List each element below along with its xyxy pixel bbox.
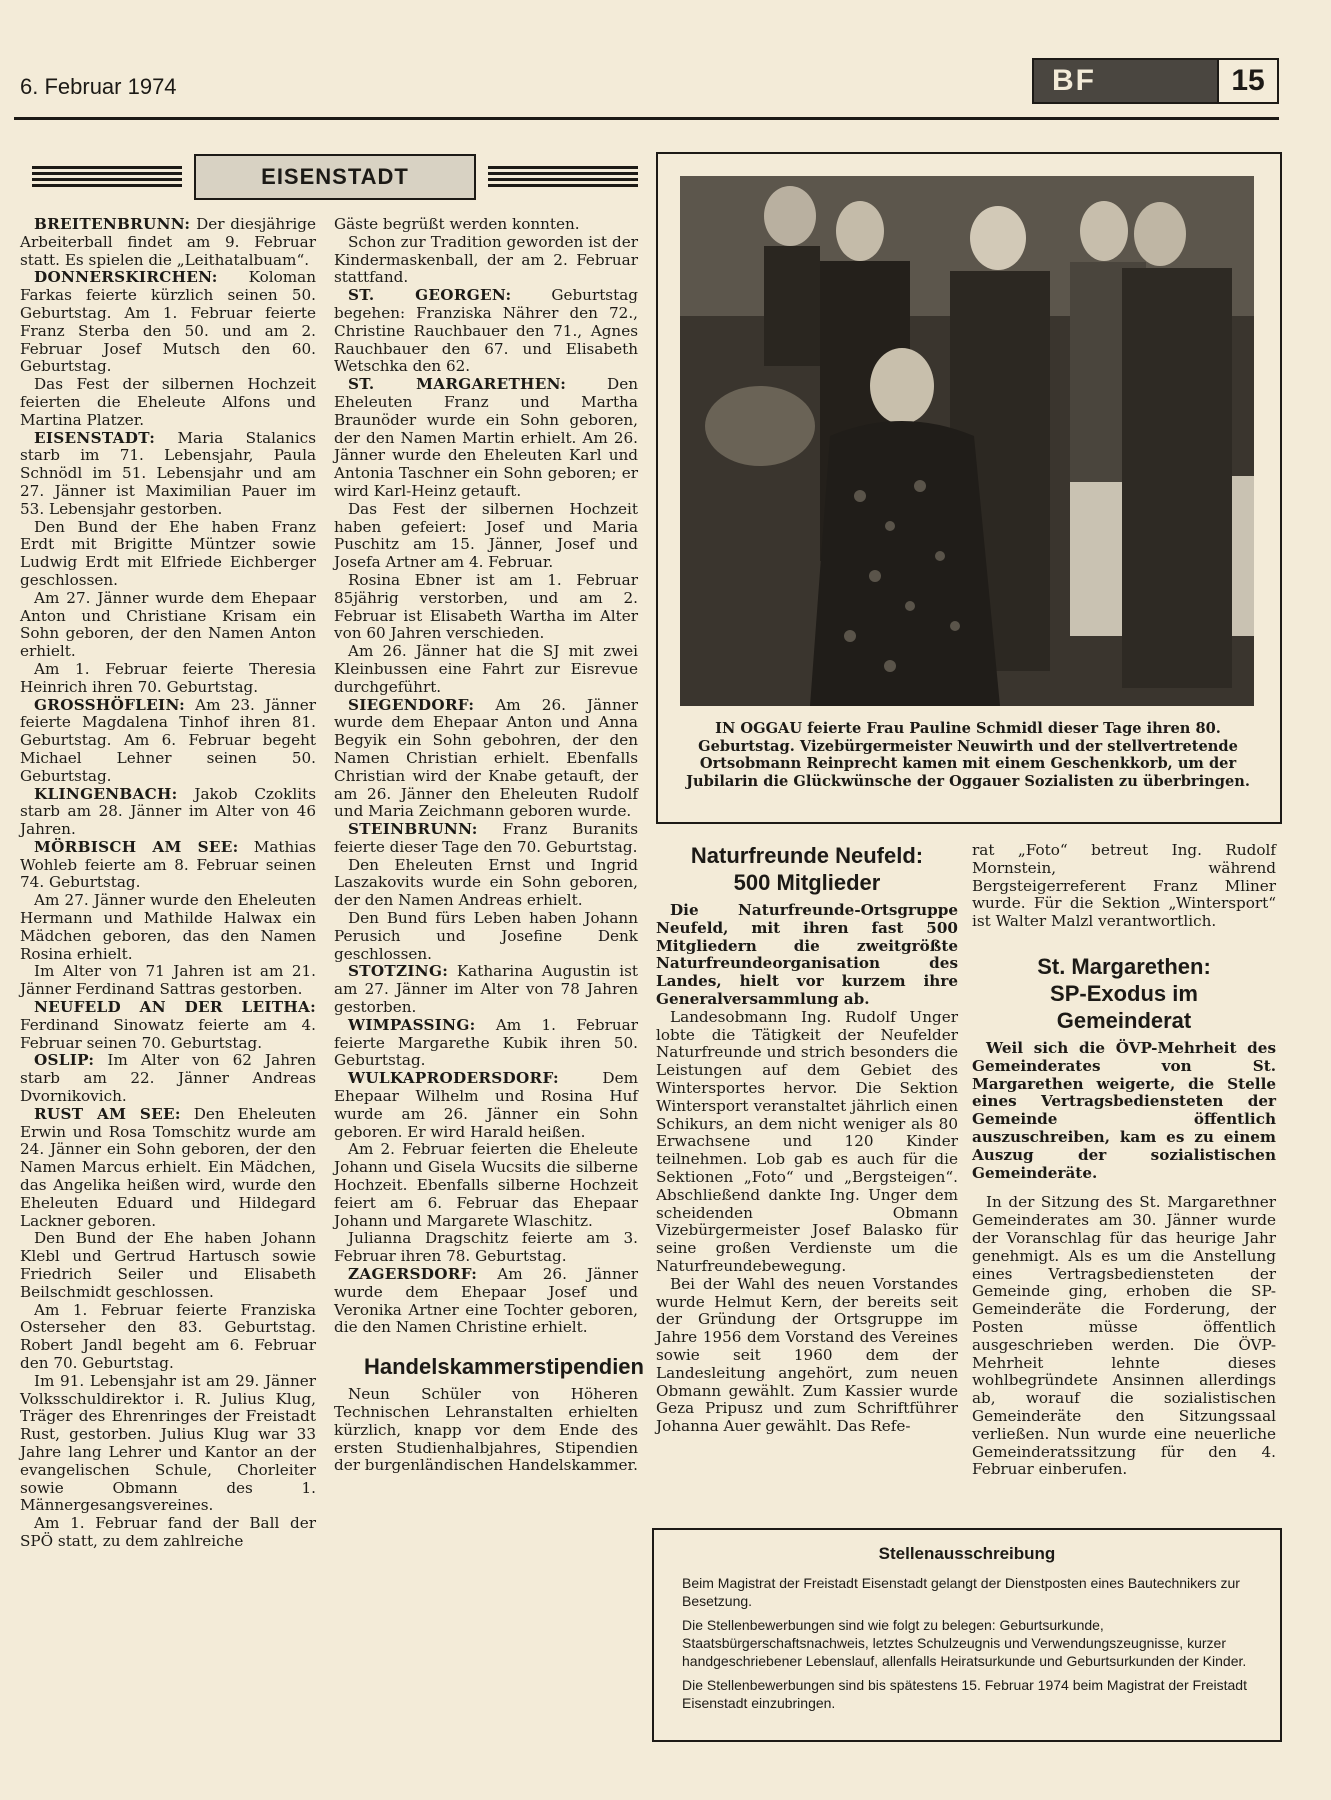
news-item xyxy=(334,697,638,822)
news-item xyxy=(334,572,638,643)
photo-caption: IN OGGAU feierte Frau Pauline Schmidl dieser Tage ihren 80. Geburtstag. Vizebürgermeister Neuwirth und der stellvertretende Ortsobmann Reinprecht kamen mit einem Geschenkkorb, um der Jubilarin die Glückwünsche der Oggauer Sozialisten zu überbringen. xyxy=(686,720,1250,790)
news-item xyxy=(334,1141,638,1230)
news-item xyxy=(20,430,316,519)
item-text: Der diesjährige Arbeiterball findet am 9. Februar statt. Es spielen die „Leithatalbuam“. xyxy=(20,215,316,269)
news-item xyxy=(334,376,638,501)
place-name: WULKAPRODERSDORF: xyxy=(348,1069,559,1088)
item-text: Am 1. Februar feierte Franziska Osterseher den 83. Geburtstag. Robert Jandl begeht am 6. Februar den 70. Geburtstag. xyxy=(20,1300,316,1372)
news-item xyxy=(334,643,638,696)
job-ad-p3: Die Stellenbewerbungen sind bis spätestens 15. Februar 1974 beim Magistrat der Freistadt Eisenstadt einzubringen. xyxy=(682,1677,1247,1711)
news-item xyxy=(20,1373,316,1515)
place-name: KLINGENBACH: xyxy=(34,784,178,803)
news-item xyxy=(334,234,638,287)
item-text: Am 26. Jänner wurde dem Ehepaar Josef und Veronika Artner eine Tochter geboren, die den Namen Christine erhielt. xyxy=(334,1265,638,1337)
naturfreunde-p1: Landesobmann Ing. Rudolf Unger lobte die Tätigkeit der Neufelder Naturfreunde und strich besonders die Leistungen auf dem Gebiet des Wintersportes hervor. Die Sektion Wintersport veranstaltet jährlich einen Schikurs, an dem nicht weniger als 80 Erwachsene und 120 Kinder teilnehmen. Lob gab es auch für die Sektionen „Foto“ und „Bergsteigen“. Abschließend dankte Ing. Unger dem scheidenden Obmann Vizebürgermeister Josef Balasko für seine großen Verdienste um die Naturfreundebewegung. xyxy=(656,1007,958,1275)
naturfreunde-headline-2: 500 Mitglieder xyxy=(733,870,881,895)
item-text: Am 2. Februar feierten die Eheleute Johann und Gisela Wucsits die silberne Hochzeit. Ebenfalls silberne Hochzeit feiert am 6. Februar das Ehepaar Johann und Margarete Wlaschitz. xyxy=(334,1140,638,1230)
news-item xyxy=(334,501,638,572)
item-text: Am 27. Jänner wurde den Eheleuten Hermann und Mathilde Halwax ein Mädchen geboren, das den Namen Rosina erhielt. xyxy=(20,891,316,963)
news-item xyxy=(334,216,638,234)
news-item xyxy=(334,963,638,1016)
item-text: Das Fest der silbernen Hochzeit feierten die Eheleute Alfons und Martina Platzer. xyxy=(20,375,316,429)
item-text: Im 91. Lebensjahr ist am 29. Jänner Volksschuldirektor i. R. Julius Klug, Träger des Ehrenringes der Freistadt Rust, gestorben. Julius Klug war 33 Jahre lang Lehrer und Kantor an der evangelischen Schule, Chorleiter sowie Obmann des 1. Männergesangsvereines. xyxy=(20,1371,316,1515)
item-text: Am 26. Jänner wurde dem Ehepaar Anton und Anna Begyik ein Sohn gebohren, der den Namen Christian erhielt. Ebenfalls Christian wird der Knabe getauft, der am 26. Jänner den Eheleuten Rudolf und Maria Zeichmann geboren wurde. xyxy=(334,695,638,821)
item-text: Den Eheleuten Erwin und Rosa Tomschitz wurde am 24. Jänner ein Sohn geboren, der den Namen Marcus erhielt. Ein Mädchen, das Angelika heißen wird, wurde den Eheleuten Eduard und Hildegard Lackner geboren. xyxy=(20,1104,316,1230)
place-name: GROSSHÖFLEIN: xyxy=(34,695,185,714)
place-name: STEINBRUNN: xyxy=(348,820,478,839)
news-item xyxy=(20,1230,316,1301)
news-item xyxy=(20,216,316,269)
item-text: Geburtstag begehen: Franziska Nährer den 72., Christine Rauchbauer den 71., Agnes Rauchbauer den 67. und Elisabeth Wetschka den 62. xyxy=(334,286,638,376)
column-2 xyxy=(334,215,644,1475)
job-ad-p1: Beim Magistrat der Freistadt Eisenstadt gelangt der Dienstposten eines Bautechnikers zur Besetzung. xyxy=(682,1575,1240,1609)
place-name: ST. GEORGEN: xyxy=(348,286,512,305)
news-item xyxy=(334,857,638,910)
place-name: ST. MARGARETHEN: xyxy=(348,375,567,394)
item-text: Schon zur Tradition geworden ist der Kindermaskenball, der am 2. Februar stattfand. xyxy=(334,232,638,287)
section-title: EISENSTADT xyxy=(194,154,476,200)
item-text: Den Bund der Ehe haben Franz Erdt mit Brigitte Müntzer sowie Ludwig Erdt mit Elfriede Eichberger geschlossen. xyxy=(20,517,316,589)
place-name: OSLIP: xyxy=(34,1051,95,1070)
place-name: STOTZING: xyxy=(348,962,449,981)
news-item xyxy=(334,287,638,376)
news-item xyxy=(20,786,316,839)
naturfreunde-p2: Bei der Wahl des neuen Vorstandes wurde Helmut Kern, der bereits seit der Gründung der Ortsgruppe im Jahre 1956 dem Vorstand des Vereines sowie seit 1960 dem der Landesleitung angehört, zum neuen Obmann gewählt. Zum Kassier wurde Geza Pripusz und zum Schriftführer Johanna Auer gewählt. Das Refe- xyxy=(656,1274,958,1436)
masthead xyxy=(1032,58,1279,104)
item-text: Jakob Czoklits starb am 28. Jänner im Alter von 46 Jahren. xyxy=(20,784,316,839)
item-text: Am 1. Februar fand der Ball der SPÖ statt, zu dem zahlreiche xyxy=(20,1514,316,1550)
item-text: Am 1. Februar feierte Theresia Heinrich ihren 70. Geburtstag. xyxy=(20,659,316,696)
item-text: Den Bund der Ehe haben Johann Klebl und Gertrud Hartusch sowie Friedrich Seiler und Elisabeth Beilschmidt geschlossen. xyxy=(20,1229,316,1301)
margarethen-headline-1: St. Margarethen: xyxy=(1037,953,1211,979)
place-name: EISENSTADT: xyxy=(34,428,156,447)
item-text: Koloman Farkas feierte kürzlich seinen 50. Geburtstag. Am 1. Februar feierte Franz Sterba den 50. und am 2. Februar Josef Mutsch den 60. Geburtstag. xyxy=(20,268,316,376)
item-text: Am 23. Jänner feierte Magdalena Tinhof ihren 81. Geburtstag. Am 6. Februar begeht Michael Lehner seinen 50. Geburtstag. xyxy=(20,695,316,785)
item-text: Dem Ehepaar Wilhelm und Rosina Huf wurde am 26. Jänner ein Sohn geboren. Er wird Harald heißen. xyxy=(334,1069,638,1141)
job-ad-p2: Die Stellenbewerbungen sind wie folgt zu belegen: Geburtsurkunde, Staatsbürgerschaftsnachweis, letztes Schulzeugnis und Verwendungszeugnisse, kurzer handgeschriebener Lebenslauf, allenfalls Heiratsurkunde und Geburtsurkunden der Kinder. xyxy=(682,1617,1247,1669)
place-name: WIMPASSING: xyxy=(348,1015,476,1034)
section-rule-left xyxy=(32,166,182,188)
news-item xyxy=(334,821,638,857)
margarethen-headline-2: SP-Exodus im xyxy=(1050,980,1198,1006)
item-text: Franz Buranits feierte dieser Tage den 70. Geburtstag. xyxy=(334,820,638,856)
news-item xyxy=(20,892,316,963)
news-item xyxy=(20,1515,316,1551)
margarethen-lede: Weil sich die ÖVP-Mehrheit des Gemeinderates von St. Margarethen weigerte, die Stelle eines Vertragsbediensteten der Gemeinde öffentlich auszuschreiben, kam es zu einem Auszug der sozialistischen Gemeinderäte. xyxy=(972,1038,1276,1182)
news-item xyxy=(20,590,316,661)
item-text: Im Alter von 62 Jahren starb am 22. Jänner Andreas Dvornikovich. xyxy=(20,1051,316,1106)
place-name: DONNERSKIRCHEN: xyxy=(34,268,218,287)
item-text: Den Eheleuten Ernst und Ingrid Laszakovits wurde ein Sohn geboren, der den Namen Andreas erhielt. xyxy=(334,855,638,910)
paper-logo: BF xyxy=(1034,60,1217,102)
news-item xyxy=(20,999,316,1052)
job-advertisement xyxy=(652,1528,1282,1742)
news-item xyxy=(20,1106,316,1231)
news-item xyxy=(20,376,316,429)
news-item xyxy=(20,697,316,786)
item-text: Ferdinand Sinowatz feierte am 4. Februar seinen 70. Geburtstag. xyxy=(20,1015,316,1052)
margarethen-p1: In der Sitzung des St. Margarethner Gemeinderates am 30. Jänner wurde der Voranschlag für das heurige Jahr genehmigt. Als es um die Anstellung eines Vertragsbediensteten der Gemeinde ging, erhoben die SP-Gemeinderäte die Forderung, der Posten müsse öffentlich ausgeschrieben werden. Die ÖVP-Mehrheit lehnte dieses wohlbegründete Ansinnen allerdings ab, worauf die sozialistischen Gemeinderäte den Sitzungssaal verließen. Nun wurde eine neuerliche Gemeinderatssitzung für den 4. Februar einberufen. xyxy=(972,1193,1276,1479)
news-item xyxy=(20,661,316,697)
place-name: MÖRBISCH AM SEE: xyxy=(34,837,239,856)
news-item xyxy=(20,839,316,892)
news-item xyxy=(20,1302,316,1373)
news-item xyxy=(20,1052,316,1105)
photo-box xyxy=(656,152,1282,824)
column-3 xyxy=(656,842,958,1436)
item-text: Katharina Augustin ist am 27. Jänner im Alter von 78 Jahren gestorben. xyxy=(334,962,638,1017)
top-rule xyxy=(14,117,1279,120)
column-4 xyxy=(972,842,1276,1479)
news-item xyxy=(20,519,316,590)
news-item xyxy=(334,1230,638,1266)
place-name: BREITENBRUNN: xyxy=(34,215,191,233)
item-text: Den Eheleuten Franz und Martha Braunöder wurde ein Sohn geboren, der den Namen Martin erhielt. Am 26. Jänner wurde den Eheleuten Karl und Antonia Taschner ein Sohn geboren; er wird Karl-Heinz getauft. xyxy=(334,375,638,500)
item-text: Im Alter von 71 Jahren ist am 21. Jänner Ferdinand Sattras gestorben. xyxy=(20,962,316,999)
news-item xyxy=(334,910,638,963)
place-name: ZAGERSDORF: xyxy=(348,1265,478,1284)
naturfreunde-p3: rat „Foto“ betreut Ing. Rudolf Mornstein, während Bergsteigerreferent Franz Mliner wurde. Für die Sektion „Wintersport“ ist Walter Malzl verantwortlich. xyxy=(972,841,1276,931)
section-rule-right xyxy=(488,166,638,188)
item-text: Mathias Wohleb feierte am 8. Februar seinen 74. Geburtstag. xyxy=(20,837,316,892)
news-item xyxy=(334,1017,638,1070)
item-text: Am 1. Februar feierte Margarethe Kubik ihren 50. Geburtstag. xyxy=(334,1015,638,1070)
news-item xyxy=(334,1070,638,1141)
place-name: NEUFELD AN DER LEITHA: xyxy=(34,998,316,1017)
header-date: 6. Februar 1974 xyxy=(20,74,177,99)
job-ad-title: Stellenausschreibung xyxy=(878,1544,1056,1563)
place-name: RUST AM SEE: xyxy=(34,1104,181,1123)
place-name: SIEGENDORF: xyxy=(348,695,475,714)
item-text: Das Fest der silbernen Hochzeit haben gefeiert: Josef und Maria Puschitz am 15. Jänner, Josef und Josefa Artner am 4. Februar. xyxy=(334,499,638,572)
column-1 xyxy=(20,216,316,1551)
item-text: Am 27. Jänner wurde dem Ehepaar Anton und Christiane Krisam ein Sohn geboren, der den Namen Anton erhielt. xyxy=(20,588,316,661)
handelskammer-text: Neun Schüler von Höheren Technischen Lehranstalten erhielten kürzlich, knapp vor dem Ende des ersten Studienhalbjahres, Stipendien der burgenländischen Handelskammer. xyxy=(334,1385,638,1475)
item-text: Julianna Dragschitz feierte am 3. Februar ihren 78. Geburtstag. xyxy=(334,1229,638,1266)
naturfreunde-headline-1: Naturfreunde Neufeld: xyxy=(690,843,924,868)
naturfreunde-lede: Die Naturfreunde-Ortsgruppe Neufeld, mit ihren fast 500 Mitgliedern die zweitgrößte Naturfreundeorganisation des Landes, hielt vor kurzem ihre Generalversammlung ab. xyxy=(656,901,958,1008)
item-text: Den Bund fürs Leben haben Johann Perusich und Josefine Denk geschlossen. xyxy=(334,909,638,963)
item-text: Gäste begrüßt werden konnten. xyxy=(334,215,580,233)
item-text: Maria Stalanics starb im 71. Lebensjahr, Paula Schnödl im 51. Lebensjahr und am 27. Jänner ist Maximilian Pauer im 53. Lebensjahr gestorben. xyxy=(20,428,316,518)
handelskammer-headline: Handelskammerstipendien xyxy=(364,1354,644,1380)
news-item xyxy=(20,963,316,999)
news-item xyxy=(20,269,316,376)
item-text: Rosina Ebner ist am 1. Februar 85jährig verstorben, und am 2. Februar ist Elisabeth Wartha im Alter von 60 Jahren verschieden. xyxy=(334,570,638,643)
margarethen-headline-3: Gemeinderat xyxy=(1056,1007,1192,1033)
group-photo xyxy=(680,176,1254,706)
section-header xyxy=(22,154,628,200)
item-text: Am 26. Jänner hat die SJ mit zwei Kleinbussen eine Fahrt zur Eisrevue durchgeführt. xyxy=(334,642,638,696)
photo-illustration xyxy=(680,176,1254,706)
page-number: 15 xyxy=(1217,60,1277,102)
news-item xyxy=(334,1266,638,1337)
